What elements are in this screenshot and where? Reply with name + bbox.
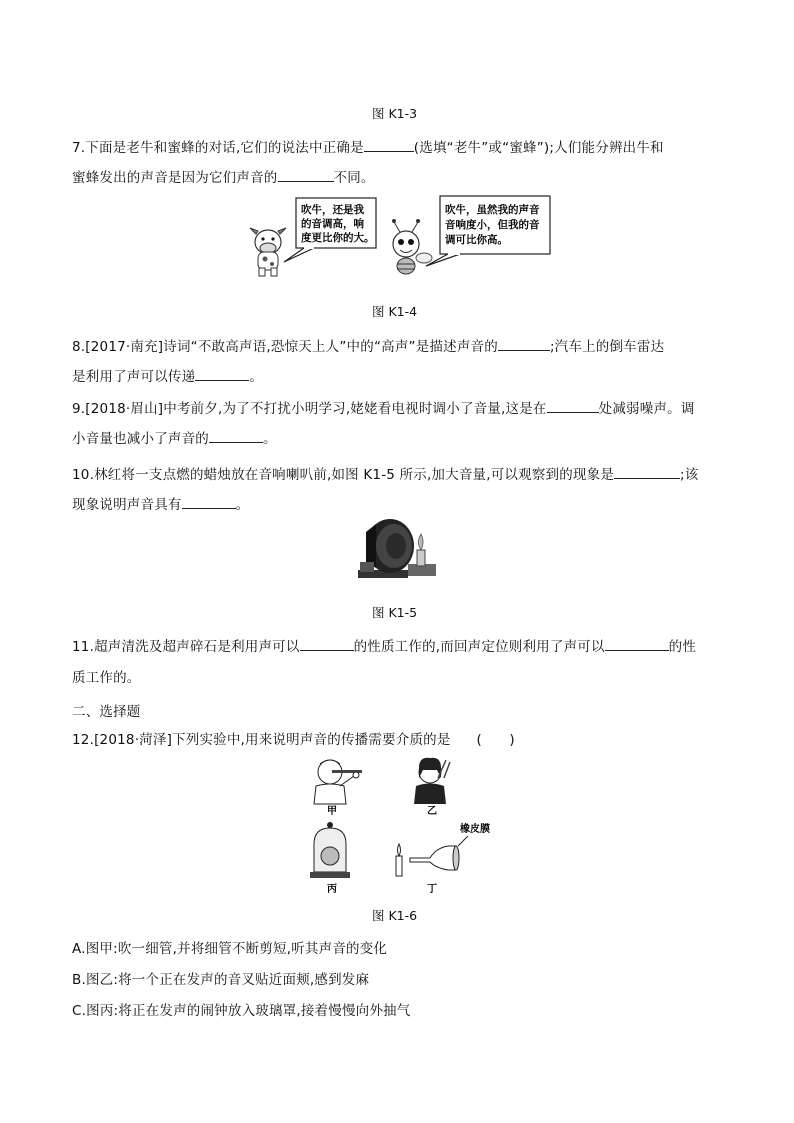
- cow-speech-bubble: [284, 198, 376, 262]
- experiment-ding-bottle-candle: [396, 836, 468, 876]
- figure-caption-k1-6: 图 K1-6: [372, 908, 418, 923]
- answer-blank[interactable]: [278, 167, 334, 182]
- cow-bubble-line-2: 的音调高，响: [301, 218, 364, 230]
- bee-bubble-line-1: 吹牛，虽然我的声音: [445, 204, 540, 216]
- option-c[interactable]: C.图丙:将正在发声的闹钟放入玻璃罩,接着慢慢向外抽气: [72, 1003, 411, 1019]
- cow-bubble-line-3: 度更比你的大。: [301, 232, 375, 244]
- question-9-line-1: 9.[2018·眉山]中考前夕,为了不打扰小明学习,姥姥看电视时调小了音量,这是在 处减弱噪声。调: [72, 397, 732, 417]
- experiment-yi-girl-tuning-fork: [414, 758, 450, 804]
- cow-bubble-line-1: 吹牛，还是我: [301, 204, 364, 216]
- question-11-line-2: 质工作的。: [72, 670, 141, 686]
- option-b[interactable]: B.图乙:将一个正在发声的音叉贴近面颊,感到发麻: [72, 972, 370, 988]
- bee-speech-bubble: [426, 196, 550, 266]
- question-8-line-2: 是利用了声可以传递 。: [72, 365, 732, 385]
- section-header-multiple-choice: 二、选择题: [72, 704, 141, 720]
- figure-caption-k1-5: 图 K1-5: [372, 605, 418, 620]
- question-12-stem: 12.[2018·菏泽]下列实验中,用来说明声音的传播需要介质的是 ( ): [72, 732, 515, 748]
- answer-blank[interactable]: [364, 137, 414, 152]
- question-10-line-1: 10.林红将一支点燃的蜡烛放在音响喇叭前,如图 K1-5 所示,加大音量,可以观察到的现象是 ;该: [72, 463, 732, 483]
- question-9-line-2: 小音量也减小了声音的 。: [72, 427, 732, 447]
- question-10-line-2: 现象说明声音具有 。: [72, 493, 732, 513]
- experiment-jia-man-tube: [314, 760, 362, 804]
- question-7-line-1: 7.下面是老牛和蜜蜂的对话,它们的说法中正确是 (选填“老牛”或“蜜蜂”);人们能分辨出牛和: [72, 136, 732, 156]
- cow-illustration: [250, 228, 286, 276]
- question-7-line-2: 蜜蜂发出的声音是因为它们声音的 不同。: [72, 166, 732, 186]
- figure-k1-6-experiments: [300, 752, 500, 900]
- answer-blank[interactable]: [300, 636, 354, 651]
- answer-blank[interactable]: [195, 366, 249, 381]
- bee-bubble-line-2: 音响度小，但我的音: [445, 219, 540, 231]
- speaker-illustration: [358, 519, 414, 578]
- option-a[interactable]: A.图甲:吹一细管,并将细管不断剪短,听其声音的变化: [72, 941, 388, 957]
- answer-parentheses[interactable]: ( ): [476, 732, 515, 748]
- answer-blank[interactable]: [605, 636, 669, 651]
- answer-blank[interactable]: [182, 494, 236, 509]
- figure-caption-k1-3: 图 K1-3: [372, 106, 418, 121]
- label-ding: 丁: [427, 884, 437, 895]
- experiment-bing-bell-jar-clock: [310, 822, 350, 878]
- label-yi: 乙: [427, 806, 437, 817]
- figure-k1-5-speaker-candle: [350, 512, 450, 588]
- answer-blank[interactable]: [498, 336, 550, 351]
- answer-blank[interactable]: [209, 428, 263, 443]
- figure-k1-4-cow-bee: [240, 194, 560, 286]
- label-membrane: 橡皮膜: [460, 824, 490, 835]
- question-11-line-1: 11.超声清洗及超声碎石是利用声可以 的性质工作的,而回声定位则利用了声可以 的性: [72, 635, 732, 655]
- answer-blank[interactable]: [614, 464, 680, 479]
- label-bing: 丙: [327, 884, 337, 895]
- figure-caption-k1-4: 图 K1-4: [372, 304, 418, 319]
- bee-bubble-line-3: 调可比你高。: [445, 234, 508, 246]
- label-jia: 甲: [327, 806, 337, 817]
- answer-blank[interactable]: [547, 398, 599, 413]
- question-8-line-1: 8.[2017·南充]诗词“不敢高声语,恐惊天上人”中的“高声”是描述声音的 ;汽车上的倒车雷达: [72, 335, 732, 355]
